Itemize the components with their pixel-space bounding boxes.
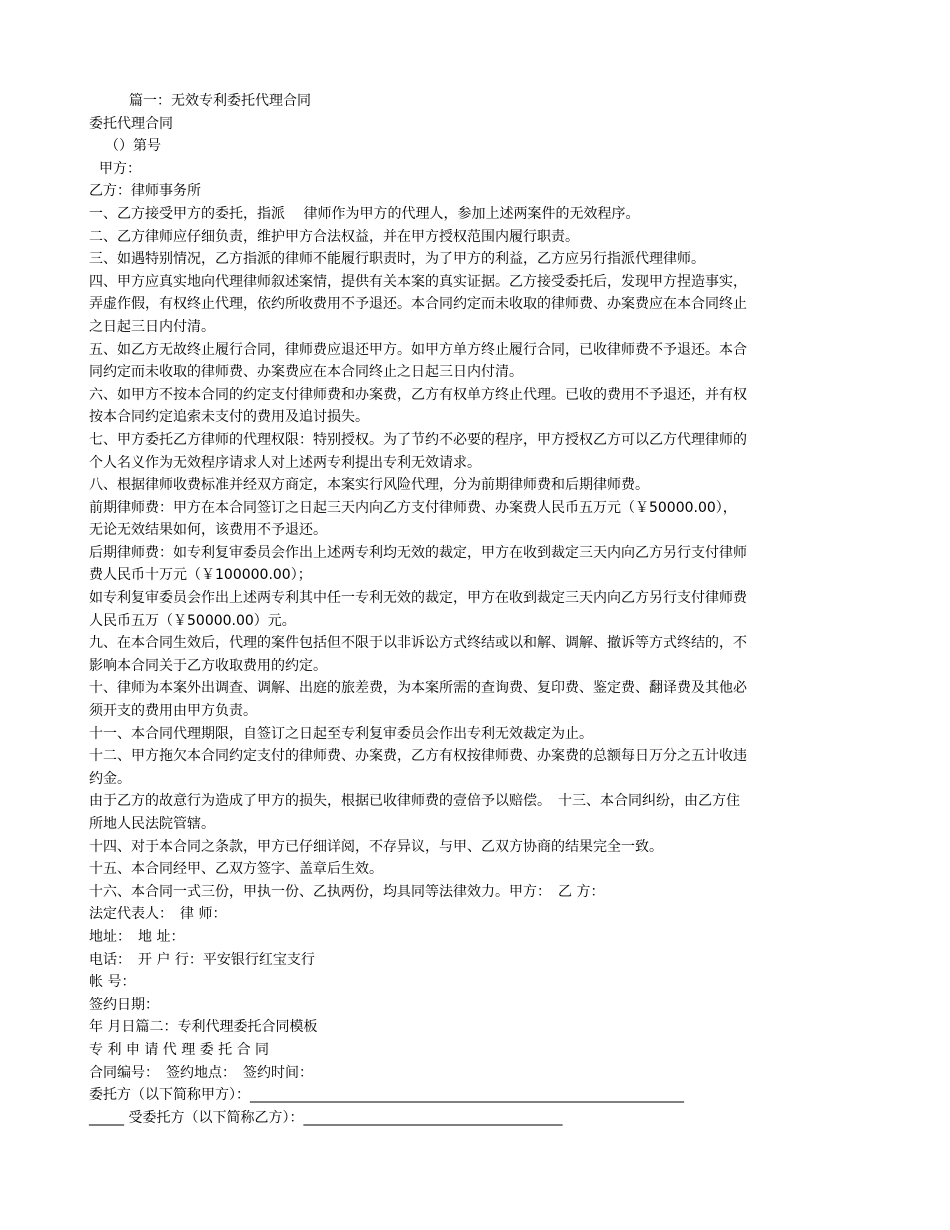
clause-13-line-2: 所地人民法院管辖。 — [89, 816, 215, 832]
clause-4-line-3: 之日起三日内付清。 — [89, 318, 215, 335]
early-fee-line-1: 前期律师费：甲方在本合同签订之日起三天内向乙方支付律师费、办案费人民币五万元（￥50000.00）， — [89, 499, 737, 516]
contract-meta: 合同编号： 签约地点： 签约时间： — [89, 1064, 313, 1081]
clause-5-line-1: 五、如乙方无故终止履行合同，律师费应退还甲方。如甲方单方终止履行合同，已收律师费不予退还。本合 — [89, 341, 747, 358]
clause-3: 三、如遇特别情况，乙方指派的律师不能履行职责时，为了甲方的利益，乙方应另行指派代理律师。 — [89, 251, 705, 268]
section-title: 篇一：无效专利委托代理合同 — [129, 93, 311, 109]
clause-11: 十一、本合同代理期限，自签订之日起至专利复审委员会作出专利无效裁定为止。 — [89, 725, 593, 742]
clause-1: 一、乙方接受甲方的委托，指派 律师作为甲方的代理人，参加上述两案件的无效程序。 — [89, 205, 640, 222]
clause-10-line-2: 须开支的费用由甲方负责。 — [89, 703, 257, 720]
clause-7-line-1: 七、甲方委托乙方律师的代理权限：特别授权。为了节约不必要的程序，甲方授权乙方可以乙方代理律师的 — [89, 431, 747, 448]
clause-6-line-2: 按本合同约定追索未支付的费用及追讨损失。 — [89, 409, 369, 426]
clause-12-line-1: 十二、甲方拖欠本合同约定支付的律师费、办案费，乙方有权按律师费、办案费的总额每日万分之五计收违 — [89, 748, 747, 765]
signature-account: 帐 号： — [89, 974, 136, 991]
late-fee-line-1: 后期律师费：如专利复审委员会作出上述两专利均无效的裁定，甲方在收到裁定三天内向乙方另行支付律师 — [89, 544, 747, 561]
signature-date: 签约日期： — [89, 996, 159, 1013]
party-a-label: 甲方： — [99, 160, 141, 177]
clause-16: 十六、本合同一式三份，甲执一份、乙执两份，均具同等法律效力。甲方： 乙 方： — [89, 883, 605, 900]
clause-9-line-1: 九、在本合同生效后，代理的案件包括但不限于以非诉讼方式终结或以和解、调解、撤诉等方式终结的，不 — [89, 635, 747, 652]
contract-number: （）第号 — [105, 138, 161, 155]
clause-8: 八、根据律师收费标准并经双方商定，本案实行风险代理，分为前期律师费和后期律师费。 — [89, 477, 649, 494]
contract-document — [89, 90, 869, 1129]
patent-contract-heading: 专 利 申 请 代 理 委 托 合 同 — [89, 1041, 270, 1058]
clause-15: 十五、本合同经甲、乙双方签字、盖章后生效。 — [89, 861, 383, 878]
clause-5-line-2: 同约定而未收取的律师费、办案费应在本合同终止之日起三日内付清。 — [89, 364, 523, 381]
clause-4-line-2: 弄虚作假，有权终止代理，依约所收费用不予退还。本合同约定而未收取的律师费、办案费应在本合同终止 — [89, 296, 747, 313]
clause-2: 二、乙方律师应仔细负责，维护甲方合法权益，并在甲方授权范围内履行职责。 — [89, 228, 579, 245]
clause-14: 十四、对于本合同之条款，甲方已仔细详阅，不存异议，与甲、乙双方协商的结果完全一致。 — [89, 838, 663, 855]
signature-address: 地址： 地 址： — [89, 928, 185, 945]
clause-13-line-1: 由于乙方的故意行为造成了甲方的损失，根据已收律师费的壹倍予以赔偿。 十三、本合同纠纷，由乙方住 — [89, 793, 740, 810]
clause-9-line-2: 影响本合同关于乙方收取费用的约定。 — [89, 657, 327, 674]
section-2-title: 年 月日篇二：专利代理委托合同模板 — [89, 1019, 318, 1036]
clause-12-line-2: 约金。 — [89, 770, 131, 787]
client-line: 委托方（以下简称甲方）：______________________________________________________________ — [89, 1087, 684, 1104]
early-fee-line-2: 无论无效结果如何，该费用不予退还。 — [89, 522, 327, 539]
signature-representative: 法定代表人： 律 师： — [89, 906, 227, 923]
agent-line: _____ 受委托方（以下简称乙方）：_____________________________________ — [89, 1109, 563, 1126]
late-fee-line-2: 费人民币十万元（￥100000.00）； — [89, 567, 312, 584]
late-fee-line-3: 如专利复审委员会作出上述两专利其中任一专利无效的裁定，甲方在收到裁定三天内向乙方另行支付律师费 — [89, 590, 747, 607]
party-b-label: 乙方：律师事务所 — [89, 183, 201, 200]
clause-7-line-2: 个人名义作为无效程序请求人对上述两专利提出专利无效请求。 — [89, 454, 481, 471]
signature-phone-bank: 电话： 开 户 行：平安银行红宝支行 — [89, 951, 315, 968]
late-fee-line-4: 人民币五万（￥50000.00）元。 — [89, 612, 296, 629]
contract-heading: 委托代理合同 — [89, 115, 173, 132]
clause-10-line-1: 十、律师为本案外出调查、调解、出庭的旅差费，为本案所需的查询费、复印费、鉴定费、翻译费及其他必 — [89, 680, 747, 697]
clause-4-line-1: 四、甲方应真实地向代理律师叙述案情，提供有关本案的真实证据。乙方接受委托后，发现甲方捏造事实， — [89, 273, 747, 290]
clause-6-line-1: 六、如甲方不按本合同的约定支付律师费和办案费，乙方有权单方终止代理。已收的费用不予退还，并有权 — [89, 386, 747, 403]
